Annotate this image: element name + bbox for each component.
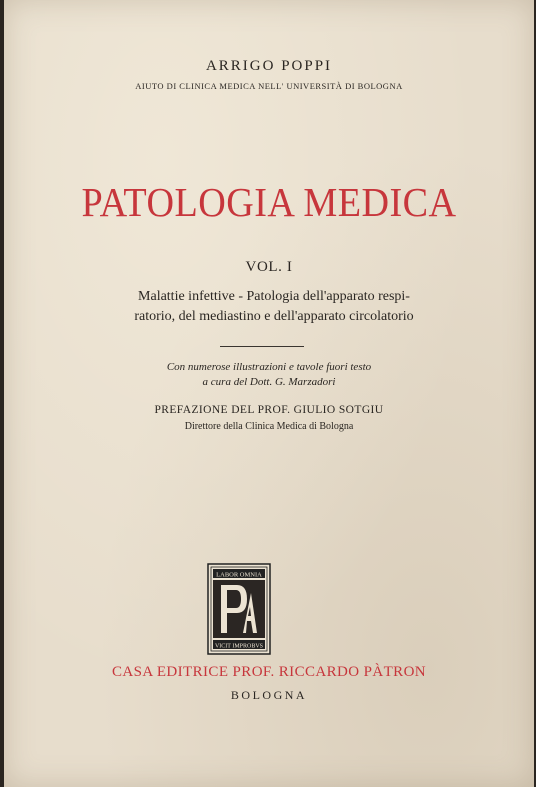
book-title: PATOLOGIA MEDICA xyxy=(81,179,457,225)
divider-rule xyxy=(220,346,304,347)
preface-author-role: Direttore della Clinica Medica di Bologna xyxy=(184,421,354,432)
logo-motto-top: LABOR OMNIA xyxy=(216,571,262,579)
publisher-city: BOLOGNA xyxy=(230,688,308,702)
illustrations-line-1: Con numerose illustrazioni e tavole fuori testo xyxy=(166,361,372,373)
book-cover-page xyxy=(4,0,534,787)
illustrations-note xyxy=(114,360,424,390)
author-affiliation: AIUTO DI CLINICA MEDICA NELL' UNIVERSITÀ DI BOLOGNA xyxy=(135,81,403,91)
volume-label: VOL. I xyxy=(245,259,293,275)
publisher-logo-svg xyxy=(207,563,271,655)
preface-credit: PREFAZIONE DEL PROF. GIULIO SOTGIU xyxy=(154,404,384,416)
book-subtitle xyxy=(124,287,424,327)
illustrations-line-2: a cura del Dott. G. Marzadori xyxy=(202,376,336,388)
author-name: ARRIGO POPPI xyxy=(205,58,333,74)
publisher-logo-icon xyxy=(207,563,271,655)
subtitle-line-1: Malattie infettive - Patologia dell'apparato respi- xyxy=(138,289,410,304)
logo-motto-bottom: VICIT IMPROBVS xyxy=(214,643,264,650)
publisher-name: CASA EDITRICE PROF. RICCARDO PÀTRON xyxy=(111,664,427,680)
subtitle-line-2: ratorio, del mediastino e dell'apparato circolatorio xyxy=(134,309,414,324)
